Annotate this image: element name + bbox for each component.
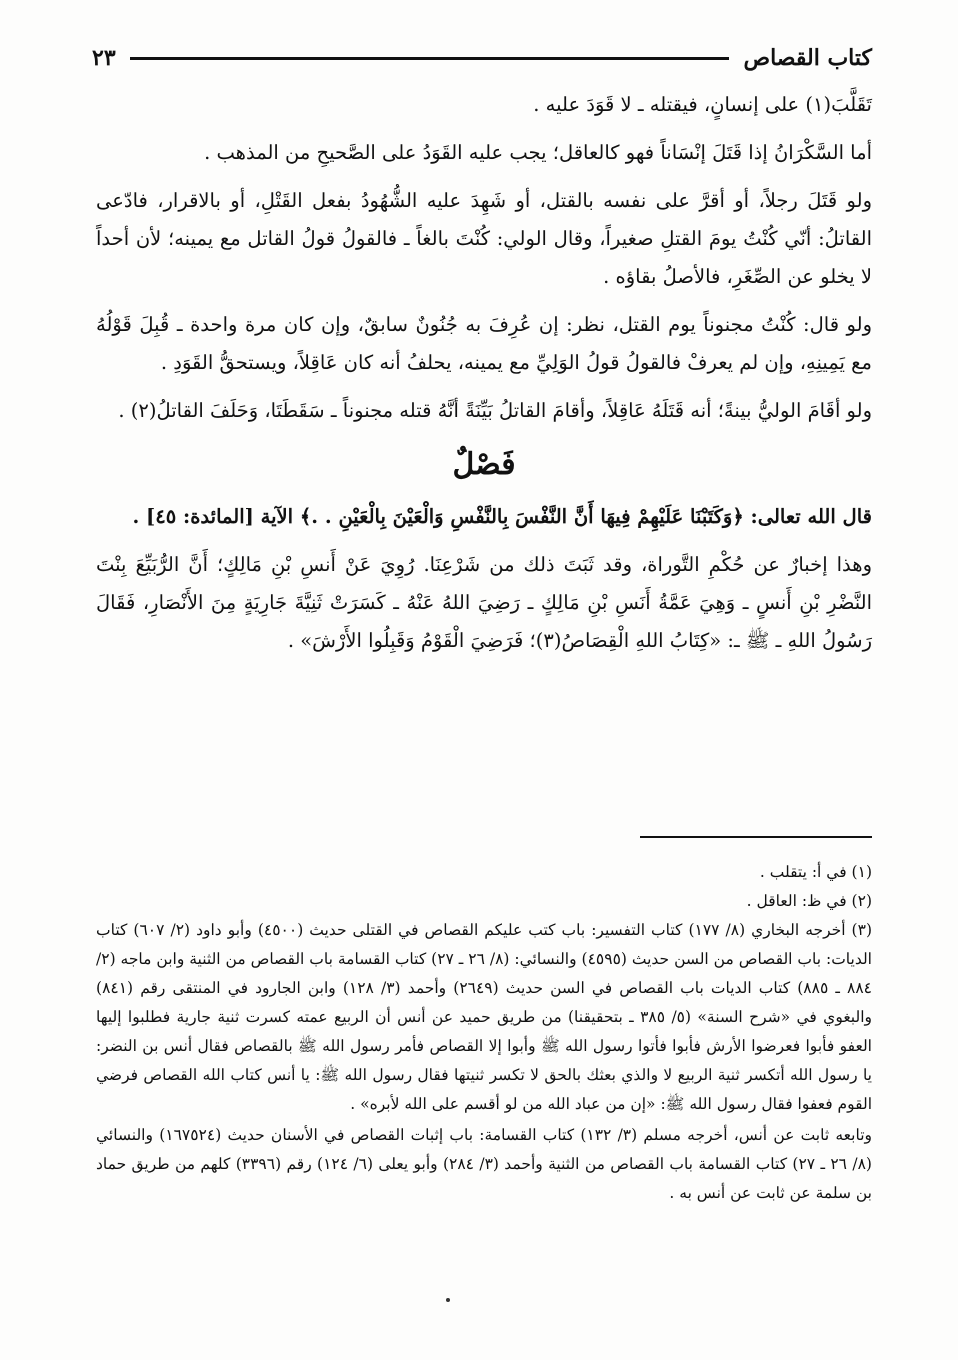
footnote-3: (٣) أخرجه البخاري (٨/ ١٧٧) كتاب التفسير: باب كتب عليكم القصاص في القتلى حديث (٤٥٠٠) وأبو داود (٢/ ٦٠٧) كتاب الديات: باب القصاص من السن حديث (٤٥٩٥) والنسائي: (٨/ ٢٦ ـ ٢٧) كتاب القسامة باب القصاص من الثنية وابن ماجه (٢/ ٨٨٤ ـ ٨٨٥) كتاب الديات باب القصاص في السن حديث (٢٦٤٩) وأحمد (٣/ ١٢٨) وابن الجارود في المنتقى رقم (٨٤١) والبغوي في «شرح السنة» (٥/ ٣٨٥ ـ بتحقيقنا) من طريق حميد عن أنس أن الربيع عمته كسرت ثنية جارية فطلبوا إليها العفو فأبوا فعرضوا الأرش فأبوا فأتوا رسول الله ﷺ وأبوا إلا القصاص فأمر رسول الله ﷺ بالقصاص فقال أنس بن النضر: يا رسول الله أتكسر ثنية الربيع لا والذي بعثك بالحق لا تكسر ثنيتها فقال رسول الله ﷺ: يا أنس كتاب الله القصاص فرضي القوم فعفوا فقال رسول الله ﷺ: «إن من عباد الله من لو أقسم على الله لأبره» . bbox=[96, 921, 872, 1113]
footnote-separator bbox=[640, 836, 872, 838]
paragraph-5: ولو أقَامَ الوليُّ بينةً؛ أنه قَتَلَهُ عَاقِلاً، وأقامَ القاتلُ بَيِّنَةً أنَّهُ قتله مجنوناً ـ سَقَطَتَا، وَحَلَفَ القاتلُ(٢) . bbox=[118, 399, 872, 422]
section-heading: فَصْلٌ bbox=[452, 447, 516, 482]
footnote-1: (١) في أ: يتقلب . bbox=[759, 863, 872, 881]
page-number: ٢٣ bbox=[92, 45, 116, 71]
page-header bbox=[92, 40, 872, 76]
header-rule bbox=[130, 57, 730, 60]
main-text bbox=[96, 86, 872, 670]
hadith-paragraph: وهذا إخبارٌ عن حُكْمِ التَّوراة، وقد ثَبَتَ ذلك من شَرْعِنَا. رُوِيَ عَنْ أَنسِ بْنِ مَالِكٍ؛ أَنَّ الرُّبَيِّعَ بِنْتَ النَّضْرِ بْنِ أَنسٍ ـ وَهِيَ عَمَّةُ أَنَسِ بْنِ مَالِكٍ ـ رَضِيَ اللهُ عَنْهُ ـ كَسَرَتْ ثَنِيَّةَ جَارِيَةٍ مِنَ الأَنْصَارِ، فَقَالَ رَسُولُ اللهِ ـ ﷺ ـ: «كِتَابُ اللهِ الْقِصَاصُ(٣)؛ فَرَضِيَ الْقَوْمُ وَقَبِلُوا الأَرْشَ» . bbox=[96, 553, 872, 652]
paragraph-3: ولو قَتَلَ رجلاً، أو أقرَّ على نفسه بالقتل، أو شَهِدَ عليه الشُّهُودُ بفعل القَتْلِ، أو بالاقرار، فادّعى القاتلُ: أنّي كُنْتُ يومَ القتلِ صغيراً، وقال الولي: كُنْتَ بالغاً ـ فالقولُ قولُ القاتل مع يمينه؛ لأن أحداً لا يخلو عن الصِّغَرِ، فالأصلُ بقاؤه . bbox=[96, 189, 872, 288]
footnotes bbox=[96, 858, 872, 1208]
paragraph-2: أما السَّكْرَانُ إذا قَتَلَ إنْسَاناً فهو كالعاقل؛ يجب عليه القَوَدُ على الصَّحيحِ من المذهب . bbox=[204, 141, 872, 164]
paragraph-1: تَقَلَّبَ(١) على إنسانٍ، فيقتله ـ لا قَوَدَ عليه . bbox=[533, 93, 872, 116]
footnote-3-continuation: وتابعه ثابت عن أنس، أخرجه مسلم (٣/ ١٣٢) كتاب القسامة: باب إثبات القصاص في الأسنان حديث (١٦٧٥٢٤) والنسائي (٨/ ٢٦ ـ ٢٧) كتاب القسامة باب القصاص من الثنية وأحمد (٣/ ٢٨٤) وأبو يعلى (٦/ ١٢٤) رقم (٣٣٩٦) كلهم من طريق حماد بن سلمة عن ثابت عن أنس به . bbox=[96, 1126, 872, 1202]
footnote-2: (٢) في ظ: العاقل . bbox=[746, 892, 872, 910]
page-speck bbox=[446, 1298, 450, 1302]
running-title: كتاب القصاص bbox=[743, 45, 872, 71]
verse-paragraph: قال الله تعالى: ﴿وَكَتَبْنَا عَلَيْهِمْ فِيهَا أَنَّ النَّفْسَ بِالنَّفْسِ وَالْعَيْنَ بِالْعَيْنِ . .﴾ الآية [المائدة: ٤٥] . bbox=[132, 505, 872, 528]
paragraph-4: ولو قال: كُنْتُ مجنوناً يوم القتل، نظر: إن عُرِفَ به جُنُونٌ سابقٌ، وإن كان مرة واحدة ـ قُبِلَ قَوْلُهُ مع يَمِينِهِ، وإن لم يعرفْ فالقولُ قولُ الوَلِيِّ مع يمينه، يحلفُ أنه كان عَاقِلاً، ويستحقُّ القَوَدِ . bbox=[96, 313, 872, 374]
